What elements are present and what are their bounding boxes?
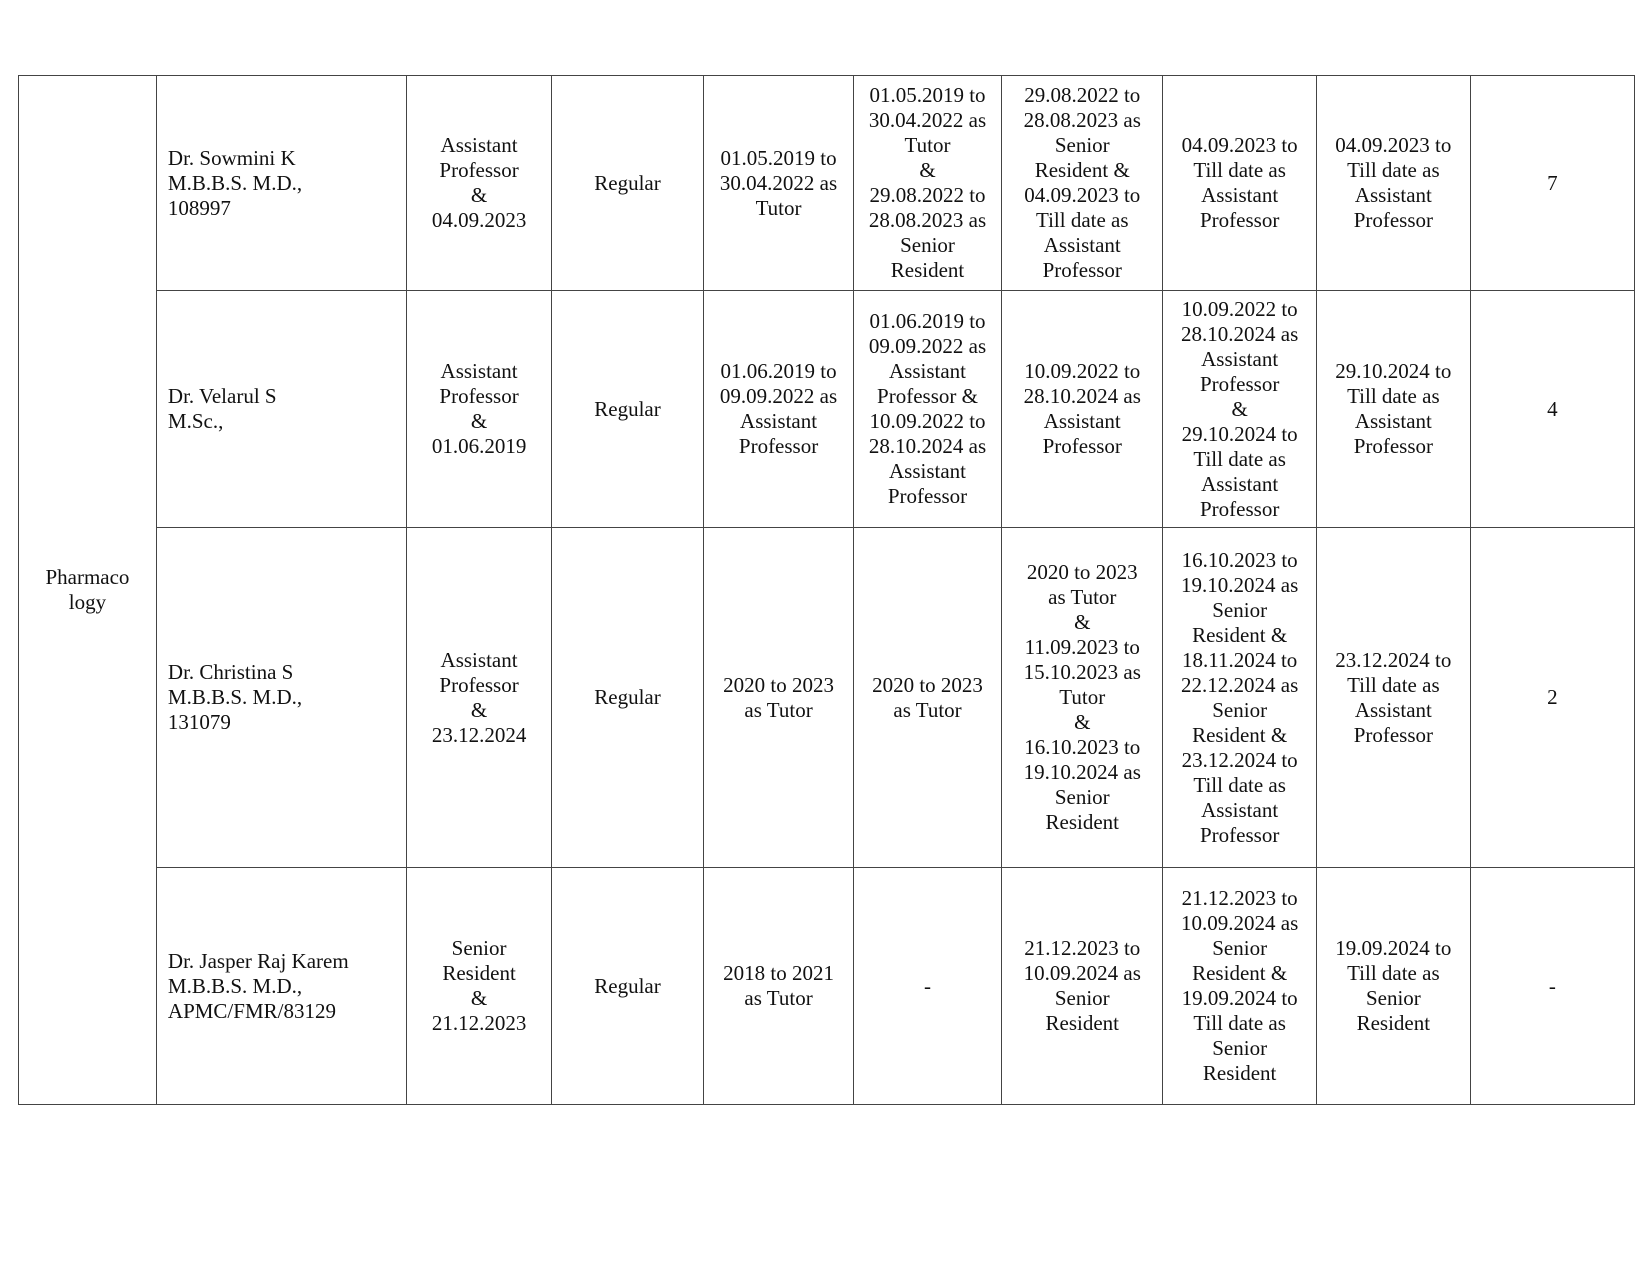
cell-text-line: Pharmaco bbox=[45, 565, 130, 589]
cell-text-line: Senior bbox=[1212, 597, 1268, 622]
cell-text-line: Professor bbox=[1199, 496, 1280, 521]
cell-text-line: Resident & bbox=[1192, 622, 1288, 647]
cell-text-line: 10.09.2024 as bbox=[1023, 961, 1141, 985]
cell-text-line: 30.04.2022 as bbox=[719, 170, 838, 195]
cell-text-line: Assistant bbox=[1354, 183, 1432, 207]
cell-text-line: Tutor bbox=[1059, 685, 1106, 709]
experience-col6-cell bbox=[1002, 868, 1163, 1105]
cell-text-line: 04.09.2023 bbox=[431, 208, 527, 232]
cell-text-line: M.B.B.S. M.D., bbox=[167, 685, 303, 709]
cell-text: Regular bbox=[594, 170, 661, 195]
experience-col5-cell bbox=[853, 76, 1001, 291]
cell-text-line: 2020 to 2023 bbox=[723, 672, 834, 697]
cell-text-line: Dr. Sowmini K bbox=[167, 145, 296, 170]
experience-col6-cell bbox=[1002, 291, 1163, 528]
cell-text-line: M.Sc., bbox=[167, 409, 224, 433]
cell-text-line: 19.09.2024 to bbox=[1181, 986, 1298, 1010]
cell-text-line: 10.09.2022 to bbox=[869, 409, 986, 433]
cell-text-line: 21.12.2023 to bbox=[1024, 936, 1141, 960]
cell-text-line: Professor bbox=[887, 484, 968, 508]
cell-text-line: Professor bbox=[1042, 258, 1122, 282]
cell-text-line: Tutor bbox=[755, 195, 802, 220]
cell-text-line: Professor bbox=[1353, 434, 1434, 458]
cell-text-line: 16.10.2023 to bbox=[1181, 547, 1298, 572]
table-body bbox=[19, 76, 1635, 1105]
faculty-name-cell bbox=[156, 868, 407, 1105]
cell-text-line: 29.08.2022 to bbox=[869, 183, 986, 207]
cell-text-line: 01.06.2019 to bbox=[869, 309, 986, 333]
cell-text-line: 01.05.2019 to bbox=[869, 83, 986, 107]
cell-text-line: & bbox=[919, 158, 936, 182]
cell-text-line: Senior bbox=[1054, 785, 1110, 809]
cell-text-line: Professor bbox=[1199, 208, 1280, 232]
cell-text-line: Assistant bbox=[740, 409, 818, 433]
designation-cell bbox=[407, 868, 551, 1105]
cell-text-line: 28.10.2024 as bbox=[1023, 384, 1141, 408]
cell-text-line: Assistant bbox=[1201, 797, 1279, 822]
cell-text-line: 01.06.2019 to bbox=[720, 359, 837, 383]
cell-text-line: Till date as bbox=[1193, 446, 1286, 471]
count-cell bbox=[1470, 76, 1634, 291]
cell-text-line: Resident bbox=[1356, 1011, 1431, 1035]
cell-text-line: Assistant bbox=[1354, 697, 1432, 722]
cell-text-line: 04.09.2023 to bbox=[1335, 133, 1452, 157]
cell-text-line: 28.10.2024 as bbox=[868, 434, 987, 458]
cell-text-line: & bbox=[470, 183, 488, 207]
cell-text-line: Assistant bbox=[1354, 409, 1432, 433]
nature-of-appointment-cell bbox=[551, 291, 704, 528]
cell-text-line: Dr. Jasper Raj Karem bbox=[167, 948, 349, 973]
cell-text-line: 28.08.2023 as bbox=[868, 208, 987, 232]
cell-text-line: - bbox=[924, 973, 932, 998]
cell-text-line: Assistant bbox=[1201, 183, 1279, 207]
cell-text: Regular bbox=[594, 685, 661, 709]
cell-text-line: Professor bbox=[439, 158, 519, 182]
faculty-name-cell bbox=[156, 291, 407, 528]
cell-text-line: Till date as bbox=[1193, 1011, 1286, 1035]
cell-text-line: Professor bbox=[738, 434, 819, 458]
count-cell bbox=[1470, 868, 1634, 1105]
cell-text-line: 2018 to 2021 bbox=[723, 961, 834, 985]
cell-text-line: 23.12.2024 to bbox=[1181, 747, 1298, 772]
cell-text-line: Resident & bbox=[1192, 961, 1288, 985]
cell-text-line: 29.10.2024 to bbox=[1335, 359, 1452, 383]
cell-text-line: Assistant bbox=[440, 133, 518, 157]
cell-text-line: 108997 bbox=[167, 195, 231, 220]
cell-text-line: 15.10.2023 as bbox=[1023, 660, 1141, 684]
cell-text-line: Assistant bbox=[440, 647, 518, 672]
cell-text-line: Assistant bbox=[1043, 233, 1121, 257]
cell-text-line: 29.10.2024 to bbox=[1181, 421, 1298, 446]
cell-text-line: M.B.B.S. M.D., bbox=[167, 973, 303, 998]
cell-text-line: Resident & bbox=[1034, 158, 1130, 182]
cell-text-line: & bbox=[470, 697, 488, 722]
cell-text-line: Professor bbox=[439, 384, 519, 408]
experience-col6-cell bbox=[1002, 76, 1163, 291]
cell-text-line: Resident bbox=[890, 258, 965, 282]
nature-of-appointment-cell bbox=[551, 76, 704, 291]
cell-text-line: Assistant bbox=[440, 359, 518, 383]
experience-col7-cell bbox=[1163, 528, 1317, 868]
cell-text-line: Senior bbox=[900, 233, 955, 257]
cell-text-line: Professor & bbox=[877, 384, 978, 408]
cell-text-line: Senior bbox=[1054, 133, 1110, 157]
cell-text-line: Till date as bbox=[1347, 672, 1440, 697]
cell-text-line: Dr. Velarul S bbox=[167, 384, 277, 408]
cell-text: 4 bbox=[1547, 396, 1558, 421]
cell-text-line: Professor bbox=[1199, 822, 1280, 847]
cell-text-line: 01.06.2019 bbox=[431, 434, 527, 458]
cell-text-line: & bbox=[1074, 610, 1091, 634]
cell-text-line: 29.08.2022 to bbox=[1024, 83, 1141, 107]
cell-text-line: Till date as bbox=[1347, 158, 1440, 182]
experience-col7-cell bbox=[1163, 868, 1317, 1105]
experience-col5-cell bbox=[853, 528, 1001, 868]
nature-of-appointment-cell bbox=[551, 868, 704, 1105]
cell-text-line: Senior bbox=[1212, 1036, 1268, 1060]
cell-text-line: 19.10.2024 as bbox=[1023, 760, 1141, 784]
cell-text-line: Resident & bbox=[1192, 722, 1288, 747]
cell-text-line: 28.08.2023 as bbox=[1023, 108, 1141, 132]
cell-text-line: Tutor bbox=[904, 133, 951, 157]
cell-text-line: 21.12.2023 bbox=[431, 1011, 527, 1035]
cell-text-line: Assistant bbox=[1201, 346, 1279, 371]
cell-text-line: & bbox=[470, 986, 488, 1010]
cell-text-line: Assistant bbox=[889, 359, 967, 383]
cell-text-line: Professor bbox=[1199, 371, 1280, 396]
cell-text-line: 2020 to 2023 bbox=[872, 672, 983, 697]
designation-cell bbox=[407, 76, 551, 291]
cell-text-line: & bbox=[1231, 396, 1248, 421]
cell-text-line: Senior bbox=[1365, 986, 1421, 1010]
cell-text-line: 19.10.2024 as bbox=[1181, 572, 1299, 597]
cell-text-line: Assistant bbox=[889, 459, 967, 483]
experience-col5-cell bbox=[853, 868, 1001, 1105]
cell-text-line: 09.09.2022 as bbox=[868, 334, 987, 358]
faculty-table bbox=[18, 75, 1635, 1105]
cell-text-line: Resident bbox=[442, 961, 516, 985]
cell-text-line: 131079 bbox=[167, 710, 231, 734]
department-cell bbox=[19, 76, 157, 1105]
experience-col8-cell bbox=[1317, 291, 1471, 528]
cell-text-line: Till date as bbox=[1347, 384, 1440, 408]
cell-text-line: Till date as bbox=[1193, 158, 1286, 182]
faculty-name-cell bbox=[156, 528, 407, 868]
cell-text-line: 09.09.2022 as bbox=[719, 384, 838, 408]
cell-text-line: Senior bbox=[451, 936, 507, 960]
cell-text-line: M.B.B.S. M.D., bbox=[167, 170, 303, 195]
cell-text-line: APMC/FMR/83129 bbox=[167, 998, 336, 1023]
cell-text-line: 10.09.2022 to bbox=[1181, 296, 1298, 321]
cell-text-line: Till date as bbox=[1035, 208, 1129, 232]
cell-text-line: 11.09.2023 to bbox=[1024, 635, 1140, 659]
experience-col4-cell bbox=[704, 76, 853, 291]
designation-cell bbox=[407, 291, 551, 528]
cell-text-line: Professor bbox=[1042, 434, 1122, 458]
table-row bbox=[19, 528, 1635, 868]
cell-text-line: as Tutor bbox=[744, 986, 813, 1010]
cell-text-line: Resident bbox=[1202, 1061, 1277, 1085]
cell-text-line: Senior bbox=[1212, 936, 1268, 960]
nature-of-appointment-cell bbox=[551, 528, 704, 868]
cell-text-line: & bbox=[1074, 710, 1091, 734]
cell-text-line: 23.12.2024 to bbox=[1335, 647, 1452, 672]
cell-text-line: 04.09.2023 to bbox=[1024, 183, 1141, 207]
cell-text-line: 30.04.2022 as bbox=[868, 108, 987, 132]
cell-text-line: Professor bbox=[1353, 208, 1434, 232]
experience-col8-cell bbox=[1317, 76, 1471, 291]
cell-text: Regular bbox=[594, 973, 661, 998]
experience-col6-cell bbox=[1002, 528, 1163, 868]
cell-text-line: Senior bbox=[1054, 986, 1110, 1010]
cell-text-line: Professor bbox=[439, 672, 519, 697]
cell-text: 2 bbox=[1547, 685, 1558, 709]
cell-text-line: 23.12.2024 bbox=[431, 722, 527, 747]
cell-text-line: 16.10.2023 to bbox=[1024, 735, 1141, 759]
experience-col4-cell bbox=[704, 291, 853, 528]
cell-text: Regular bbox=[594, 396, 661, 421]
experience-col4-cell bbox=[704, 528, 853, 868]
table-row bbox=[19, 76, 1635, 291]
cell-text-line: Senior bbox=[1212, 697, 1268, 722]
cell-text-line: Till date as bbox=[1193, 772, 1286, 797]
cell-text-line: logy bbox=[68, 590, 107, 614]
cell-text-line: Resident bbox=[1045, 1011, 1120, 1035]
cell-text-line: 18.11.2024 to bbox=[1181, 647, 1298, 672]
designation-cell bbox=[407, 528, 551, 868]
cell-text-line: 19.09.2024 to bbox=[1335, 936, 1452, 960]
count-cell bbox=[1470, 528, 1634, 868]
cell-text: 7 bbox=[1547, 170, 1558, 195]
cell-text-line: 28.10.2024 as bbox=[1181, 321, 1299, 346]
cell-text-line: Resident bbox=[1045, 810, 1120, 834]
cell-text-line: Assistant bbox=[1043, 409, 1121, 433]
cell-text-line: as Tutor bbox=[1048, 585, 1117, 609]
cell-text-line: 22.12.2024 as bbox=[1181, 672, 1299, 697]
experience-col5-cell bbox=[853, 291, 1001, 528]
cell-text-line: 01.05.2019 to bbox=[720, 145, 837, 170]
cell-text-line: 10.09.2022 to bbox=[1024, 359, 1141, 383]
table-row bbox=[19, 868, 1635, 1105]
cell-text-line: as Tutor bbox=[744, 697, 813, 722]
table-row bbox=[19, 291, 1635, 528]
count-cell bbox=[1470, 291, 1634, 528]
cell-text-line: as Tutor bbox=[893, 697, 962, 722]
cell-text: - bbox=[1548, 973, 1556, 998]
experience-col8-cell bbox=[1317, 528, 1471, 868]
cell-text-line: 10.09.2024 as bbox=[1181, 911, 1299, 935]
cell-text-line: Assistant bbox=[1201, 471, 1279, 496]
faculty-name-cell bbox=[156, 76, 407, 291]
experience-col7-cell bbox=[1163, 291, 1317, 528]
cell-text-line: Till date as bbox=[1347, 961, 1440, 985]
cell-text-line: & bbox=[470, 409, 488, 433]
experience-col8-cell bbox=[1317, 868, 1471, 1105]
cell-text-line: 2020 to 2023 bbox=[1026, 560, 1138, 584]
experience-col4-cell bbox=[704, 868, 853, 1105]
cell-text-line: 04.09.2023 to bbox=[1181, 133, 1298, 157]
cell-text-line: 21.12.2023 to bbox=[1181, 886, 1298, 910]
cell-text-line: Dr. Christina S bbox=[167, 660, 294, 684]
experience-col7-cell bbox=[1163, 76, 1317, 291]
cell-text-line: Professor bbox=[1353, 722, 1434, 747]
